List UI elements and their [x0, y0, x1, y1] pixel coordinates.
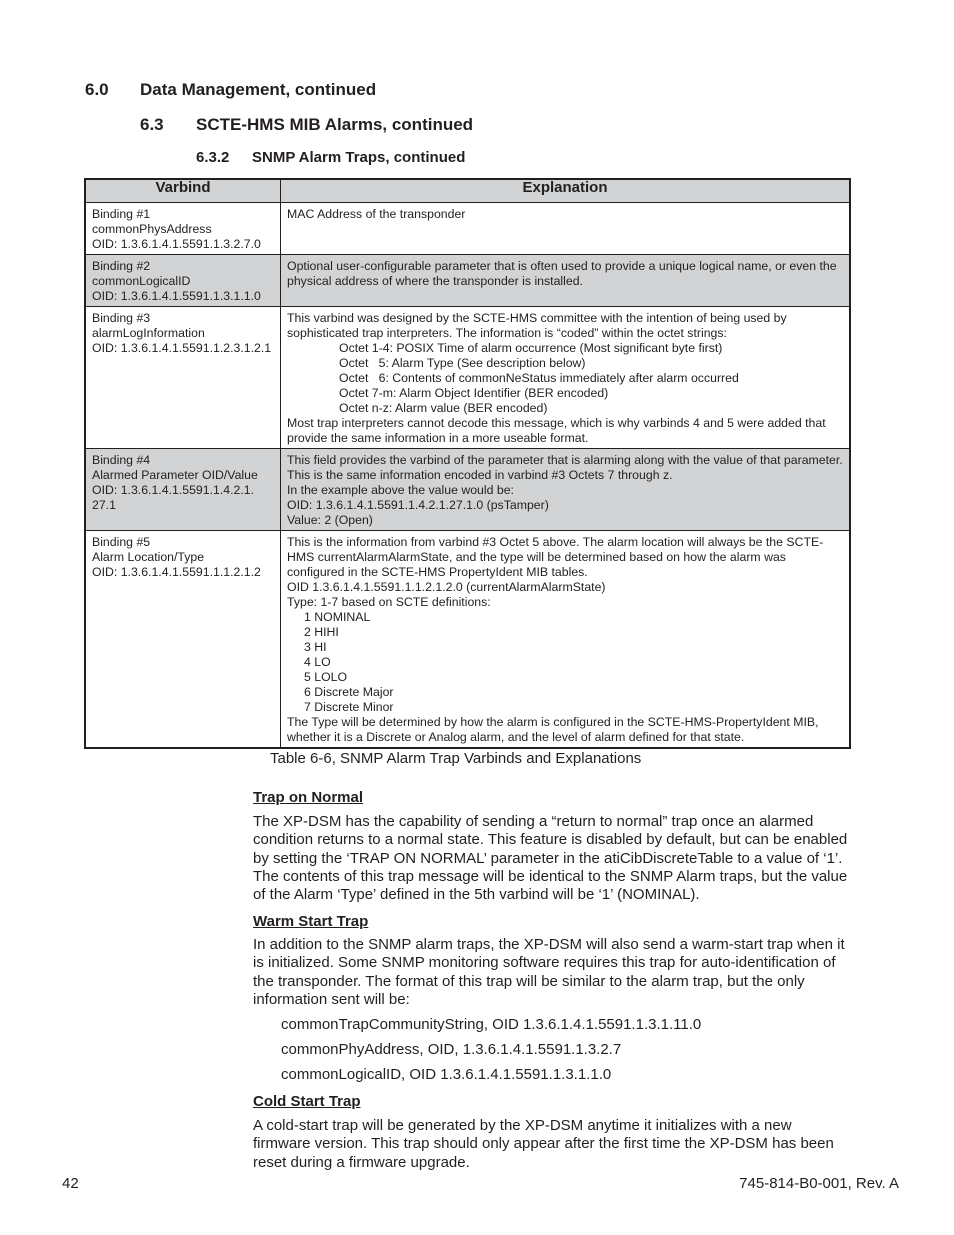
explanation-cell: [281, 449, 851, 531]
trap-on-normal-body: The XP-DSM has the capability of sending a “return to normal” trap once an alarmed condition returns to a normal state. This feature is disabled by default, but can be enabled by setting the ‘TRAP ON NORMAL’ parameter in the atiCibDiscreteTable to a value of ‘1’. The contents of this trap message will be identical to the SNMP Alarm traps, but the value of the Alarm ‘Type’ defined in the 5th varbind will be ‘1’ (NOMINAL).: [253, 813, 848, 904]
heading-text: SNMP Alarm Traps, continued: [252, 149, 466, 166]
page-number: 42: [62, 1175, 79, 1192]
explanation-text: MAC Address of the transponder: [287, 207, 466, 221]
varbind-cell: [85, 203, 281, 255]
heading-text: Data Management, continued: [140, 80, 377, 99]
explanation-cell: [281, 307, 851, 449]
octet-line: Octet 7-m: Alarm Object Identifier (BER encoded): [339, 386, 609, 400]
cold-start-title: Cold Start Trap: [253, 1093, 361, 1110]
oid-line: commonTrapCommunityString, OID 1.3.6.1.4.1.5591.1.3.1.11.0: [281, 1016, 702, 1033]
type-line: 3 HI: [304, 640, 327, 654]
explanation-text: This is the information from varbind #3 Octet 5 above. The alarm location will always be the SCTE-HMS currentAlarmAlarmState, and the type will be determined based on how the alarm was configured in the SCTE-HMS PropertyIdent MIB tables.: [287, 535, 824, 579]
table-caption: Table 6-6, SNMP Alarm Trap Varbinds and Explanations: [270, 750, 642, 767]
explanation-line: OID: 1.3.6.1.4.1.5591.1.4.2.1.27.1.0 (psTamper): [287, 498, 549, 512]
varbind-cell: [85, 531, 281, 749]
heading-text: SCTE-HMS MIB Alarms, continued: [196, 115, 474, 134]
cold-start-body: A cold-start trap will be generated by the XP-DSM anytime it initializes with a new firmware version. This trap should only appear after the first time the XP-DSM has been reset during a firmware upgrade.: [253, 1117, 834, 1171]
varbind-line: Binding #5: [92, 535, 151, 549]
explanation-cell: [281, 203, 851, 255]
varbind-line: commonLogicalID: [92, 274, 191, 288]
explanation-text: This varbind was designed by the SCTE-HMS committee with the intention of being used by sophisticated trap interpreters. The information is “coded” within the octet strings:: [287, 311, 787, 340]
octet-line: Octet 5: Alarm Type (See description below): [339, 356, 586, 370]
oid-line: commonPhyAddress, OID, 1.3.6.1.4.1.5591.1.3.2.7: [281, 1041, 622, 1058]
explanation-text: Optional user-configurable parameter that is often used to provide a unique logical name, or even the physical address of where the transponder is installed.: [287, 259, 837, 288]
explanation-line: OID 1.3.6.1.4.1.5591.1.1.2.1.2.0 (currentAlarmAlarmState): [287, 580, 606, 594]
varbind-line: Binding #3: [92, 311, 151, 325]
oid-line: commonLogicalID, OID 1.3.6.1.4.1.5591.1.3.1.1.0: [281, 1066, 612, 1083]
column-header-varbind: Varbind: [85, 179, 281, 203]
table-row: [85, 255, 850, 307]
varbinds-table: [84, 178, 851, 749]
table-row: [85, 449, 850, 531]
varbind-line: Binding #1: [92, 207, 151, 221]
varbind-line: Alarmed Parameter OID/Value: [92, 468, 258, 482]
varbind-line: Binding #4: [92, 453, 151, 467]
explanation-text: This field provides the varbind of the parameter that is alarming along with the value of that parameter. This is the same information encoded in varbind #3 Octets 7 through z.: [287, 453, 843, 482]
varbind-line: commonPhysAddress: [92, 222, 212, 236]
trap-on-normal-title: Trap on Normal: [253, 789, 364, 806]
explanation-line: In the example above the value would be:: [287, 483, 514, 497]
heading-section-6-3-2: [196, 149, 465, 166]
table-row: [85, 307, 850, 449]
varbind-line: OID: 1.3.6.1.4.1.5591.1.3.1.1.0: [92, 289, 261, 303]
explanation-line: Type: 1-7 based on SCTE definitions:: [287, 595, 491, 609]
varbind-cell: [85, 307, 281, 449]
varbind-cell: [85, 255, 281, 307]
warm-start-title: Warm Start Trap: [253, 913, 369, 930]
octet-line: Octet n-z: Alarm value (BER encoded): [339, 401, 548, 415]
heading-section-6-0: [85, 80, 376, 100]
explanation-cell: [281, 531, 851, 749]
varbind-cell: [85, 449, 281, 531]
octet-line: Octet 6: Contents of commonNeStatus immediately after alarm occurred: [339, 371, 739, 385]
explanation-text: The Type will be determined by how the alarm is configured in the SCTE-HMS-PropertyIdent MIB, whether it is a Discrete or Analog alarm, and the level of alarm defined for that state.: [287, 715, 819, 744]
varbind-line: OID: 1.3.6.1.4.1.5591.1.4.2.1.: [92, 483, 255, 497]
explanation-text: Most trap interpreters cannot decode this message, which is why varbinds 4 and 5 were added that provide the same information in a more useable format.: [287, 416, 826, 445]
table-row: [85, 531, 850, 749]
type-line: 4 LO: [304, 655, 331, 669]
varbind-line: OID: 1.3.6.1.4.1.5591.1.1.2.1.2: [92, 565, 261, 579]
heading-section-6-3: [140, 115, 473, 135]
type-line: 6 Discrete Major: [304, 685, 394, 699]
table-row: [85, 203, 850, 255]
heading-number: 6.3: [140, 115, 164, 134]
varbind-line: Binding #2: [92, 259, 151, 273]
warm-start-body: In addition to the SNMP alarm traps, the XP-DSM will also send a warm-start trap when it is initialized. Some SNMP monitoring software requires this trap for auto-identification of the transponder. The format of this trap will be similar to the alarm trap, but the only information sent will be:: [253, 936, 845, 1008]
explanation-cell: [281, 255, 851, 307]
type-line: 2 HIHI: [304, 625, 339, 639]
type-line: 5 LOLO: [304, 670, 348, 684]
octet-line: Octet 1-4: POSIX Time of alarm occurrence (Most significant byte first): [339, 341, 723, 355]
heading-number: 6.0: [85, 80, 109, 99]
type-line: 7 Discrete Minor: [304, 700, 394, 714]
table-header-row: [85, 179, 850, 203]
column-header-explanation: Explanation: [281, 179, 851, 203]
varbind-line: 27.1: [92, 498, 116, 512]
type-line: 1 NOMINAL: [304, 610, 371, 624]
explanation-line: Value: 2 (Open): [287, 513, 373, 527]
heading-number: 6.3.2: [196, 149, 230, 166]
document-id: 745-814-B0-001, Rev. A: [739, 1175, 899, 1192]
varbind-line: OID: 1.3.6.1.4.1.5591.1.3.2.7.0: [92, 237, 261, 251]
varbind-line: alarmLogInformation: [92, 326, 205, 340]
varbind-line: Alarm Location/Type: [92, 550, 205, 564]
varbind-line: OID: 1.3.6.1.4.1.5591.1.2.3.1.2.1: [92, 341, 272, 355]
